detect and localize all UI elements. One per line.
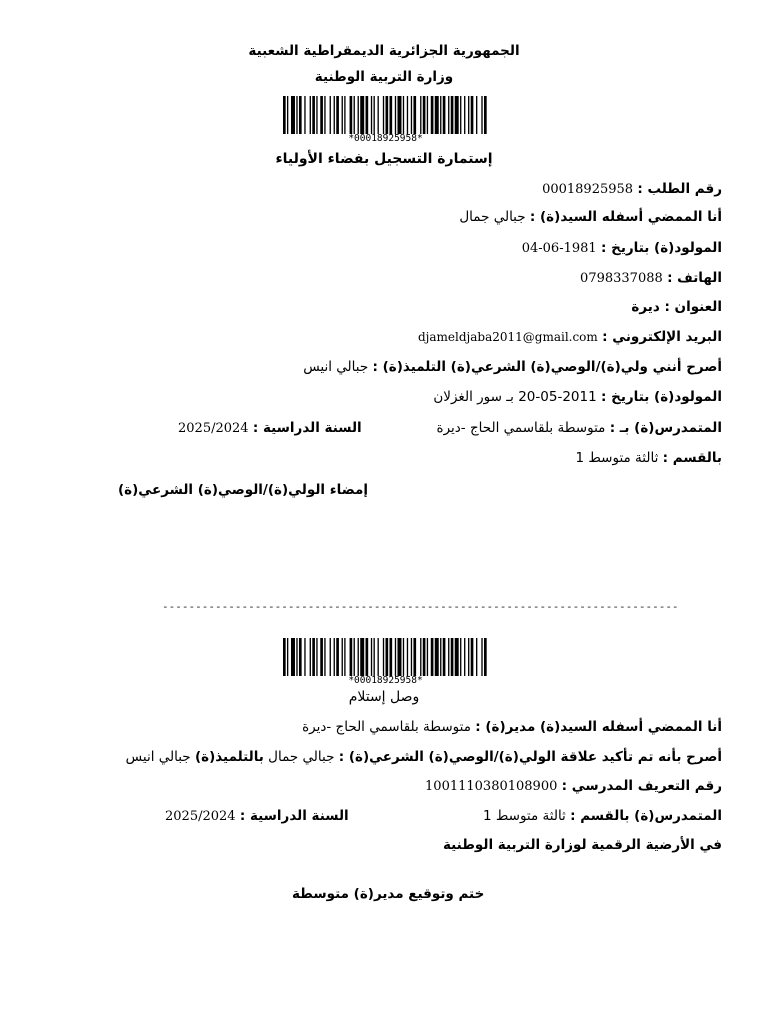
receipt-class-label: المتمدرس(ة) بالقسم : (570, 808, 722, 824)
class-row (575, 449, 722, 467)
declare-label: أصرح أنني ولي(ة)/الوصي(ة) الشرعي(ة) التلميذ(ة) : (372, 359, 722, 375)
phone-row (580, 269, 722, 288)
birth-date: 1981-06-04 (521, 241, 597, 256)
receipt-student-name: جبالي انيس (125, 749, 191, 765)
cut-separator: ------------------------------------------------------------------------------ (162, 600, 679, 613)
ministry-title: وزارة التربية الوطنية (314, 69, 454, 85)
barcode-bottom (283, 638, 488, 676)
student-birth-row (433, 388, 722, 406)
year-value: 2025/2024 (178, 421, 249, 436)
email-row (418, 328, 722, 346)
request-number-label: رقم الطلب : (637, 181, 722, 197)
receipt-year-row (165, 807, 349, 826)
student-birth-value: 2011-05-20 بـ سور الغزلان (433, 389, 597, 405)
undersigned-name: جبالي جمال (459, 209, 526, 225)
school-id-row (425, 777, 722, 796)
republic-title: الجمهورية الجزائرية الديمقراطية الشعبية (248, 43, 520, 59)
year-row (178, 419, 362, 438)
undersigned-row (459, 208, 722, 226)
school-value: متوسطة بلقاسمي الحاج -ديرة (436, 420, 606, 436)
birth-label: المولود(ة) بتاريخ : (601, 240, 722, 256)
receipt-class-value: ثالثة متوسط 1 (482, 808, 566, 824)
director-school: متوسطة بلقاسمي الحاج -ديرة (302, 719, 471, 735)
school-row (437, 419, 723, 437)
receipt-title: وصل إستلام (348, 689, 420, 705)
director-row (302, 718, 722, 736)
barcode-bottom-text: *00018925958* (348, 675, 423, 686)
receipt-year-value: 2025/2024 (165, 809, 236, 824)
school-id-value: 1001110380108900 (425, 779, 558, 794)
request-number-value: 00018925958 (542, 182, 634, 197)
confirm-row (126, 748, 722, 766)
phone-value: 0798337088 (580, 271, 663, 286)
email-label: البريد الإلكتروني : (602, 329, 722, 345)
student-name: جبالي انيس (303, 359, 369, 375)
receipt-year-label: السنة الدراسية : (239, 808, 349, 824)
platform-line: في الأرضية الرقمية لوزارة التربية الوطنية (442, 837, 722, 853)
form-title: إستمارة التسجيل بفضاء الأولياء (275, 151, 493, 167)
undersigned-label: أنا الممضي أسفله السيد(ة) : (529, 209, 722, 225)
school-label: المتمدرس(ة) بـ : (609, 420, 722, 436)
confirm-label: أصرح بأنه تم تأكيد علاقة الولي(ة)/الوصي(ة) الشرعي(ة) : (338, 749, 722, 765)
barcode-top (283, 96, 488, 134)
address-row: العنوان : ديرة (631, 299, 722, 315)
class-value: ثالثة متوسط 1 (575, 450, 659, 466)
request-number-row (542, 180, 722, 199)
confirm-value: جبالي جمال (268, 749, 335, 765)
receipt-student-label: بالتلميذ(ة) (194, 749, 264, 765)
student-birth-label: المولود(ة) بتاريخ : (601, 389, 722, 405)
guardian-signature: إمضاء الولي(ة)/الوصي(ة) الشرعي(ة) (118, 482, 368, 498)
school-id-label: رقم التعريف المدرسي : (561, 778, 722, 794)
receipt-class-row (483, 807, 722, 825)
class-label: بالقسم : (662, 450, 722, 466)
director-stamp-label: ختم وتوقيع مدير(ة) متوسطة (292, 886, 485, 902)
phone-label: الهاتف : (667, 270, 722, 286)
barcode-top-text: *00018925958* (348, 133, 423, 144)
email-value: djameldjaba2011@gmail.com (417, 330, 598, 344)
year-label: السنة الدراسية : (252, 420, 362, 436)
declare-row (303, 358, 722, 376)
director-label: أنا الممضي أسفله السيد(ة) مدير(ة) : (475, 719, 722, 735)
birth-row (522, 239, 722, 258)
